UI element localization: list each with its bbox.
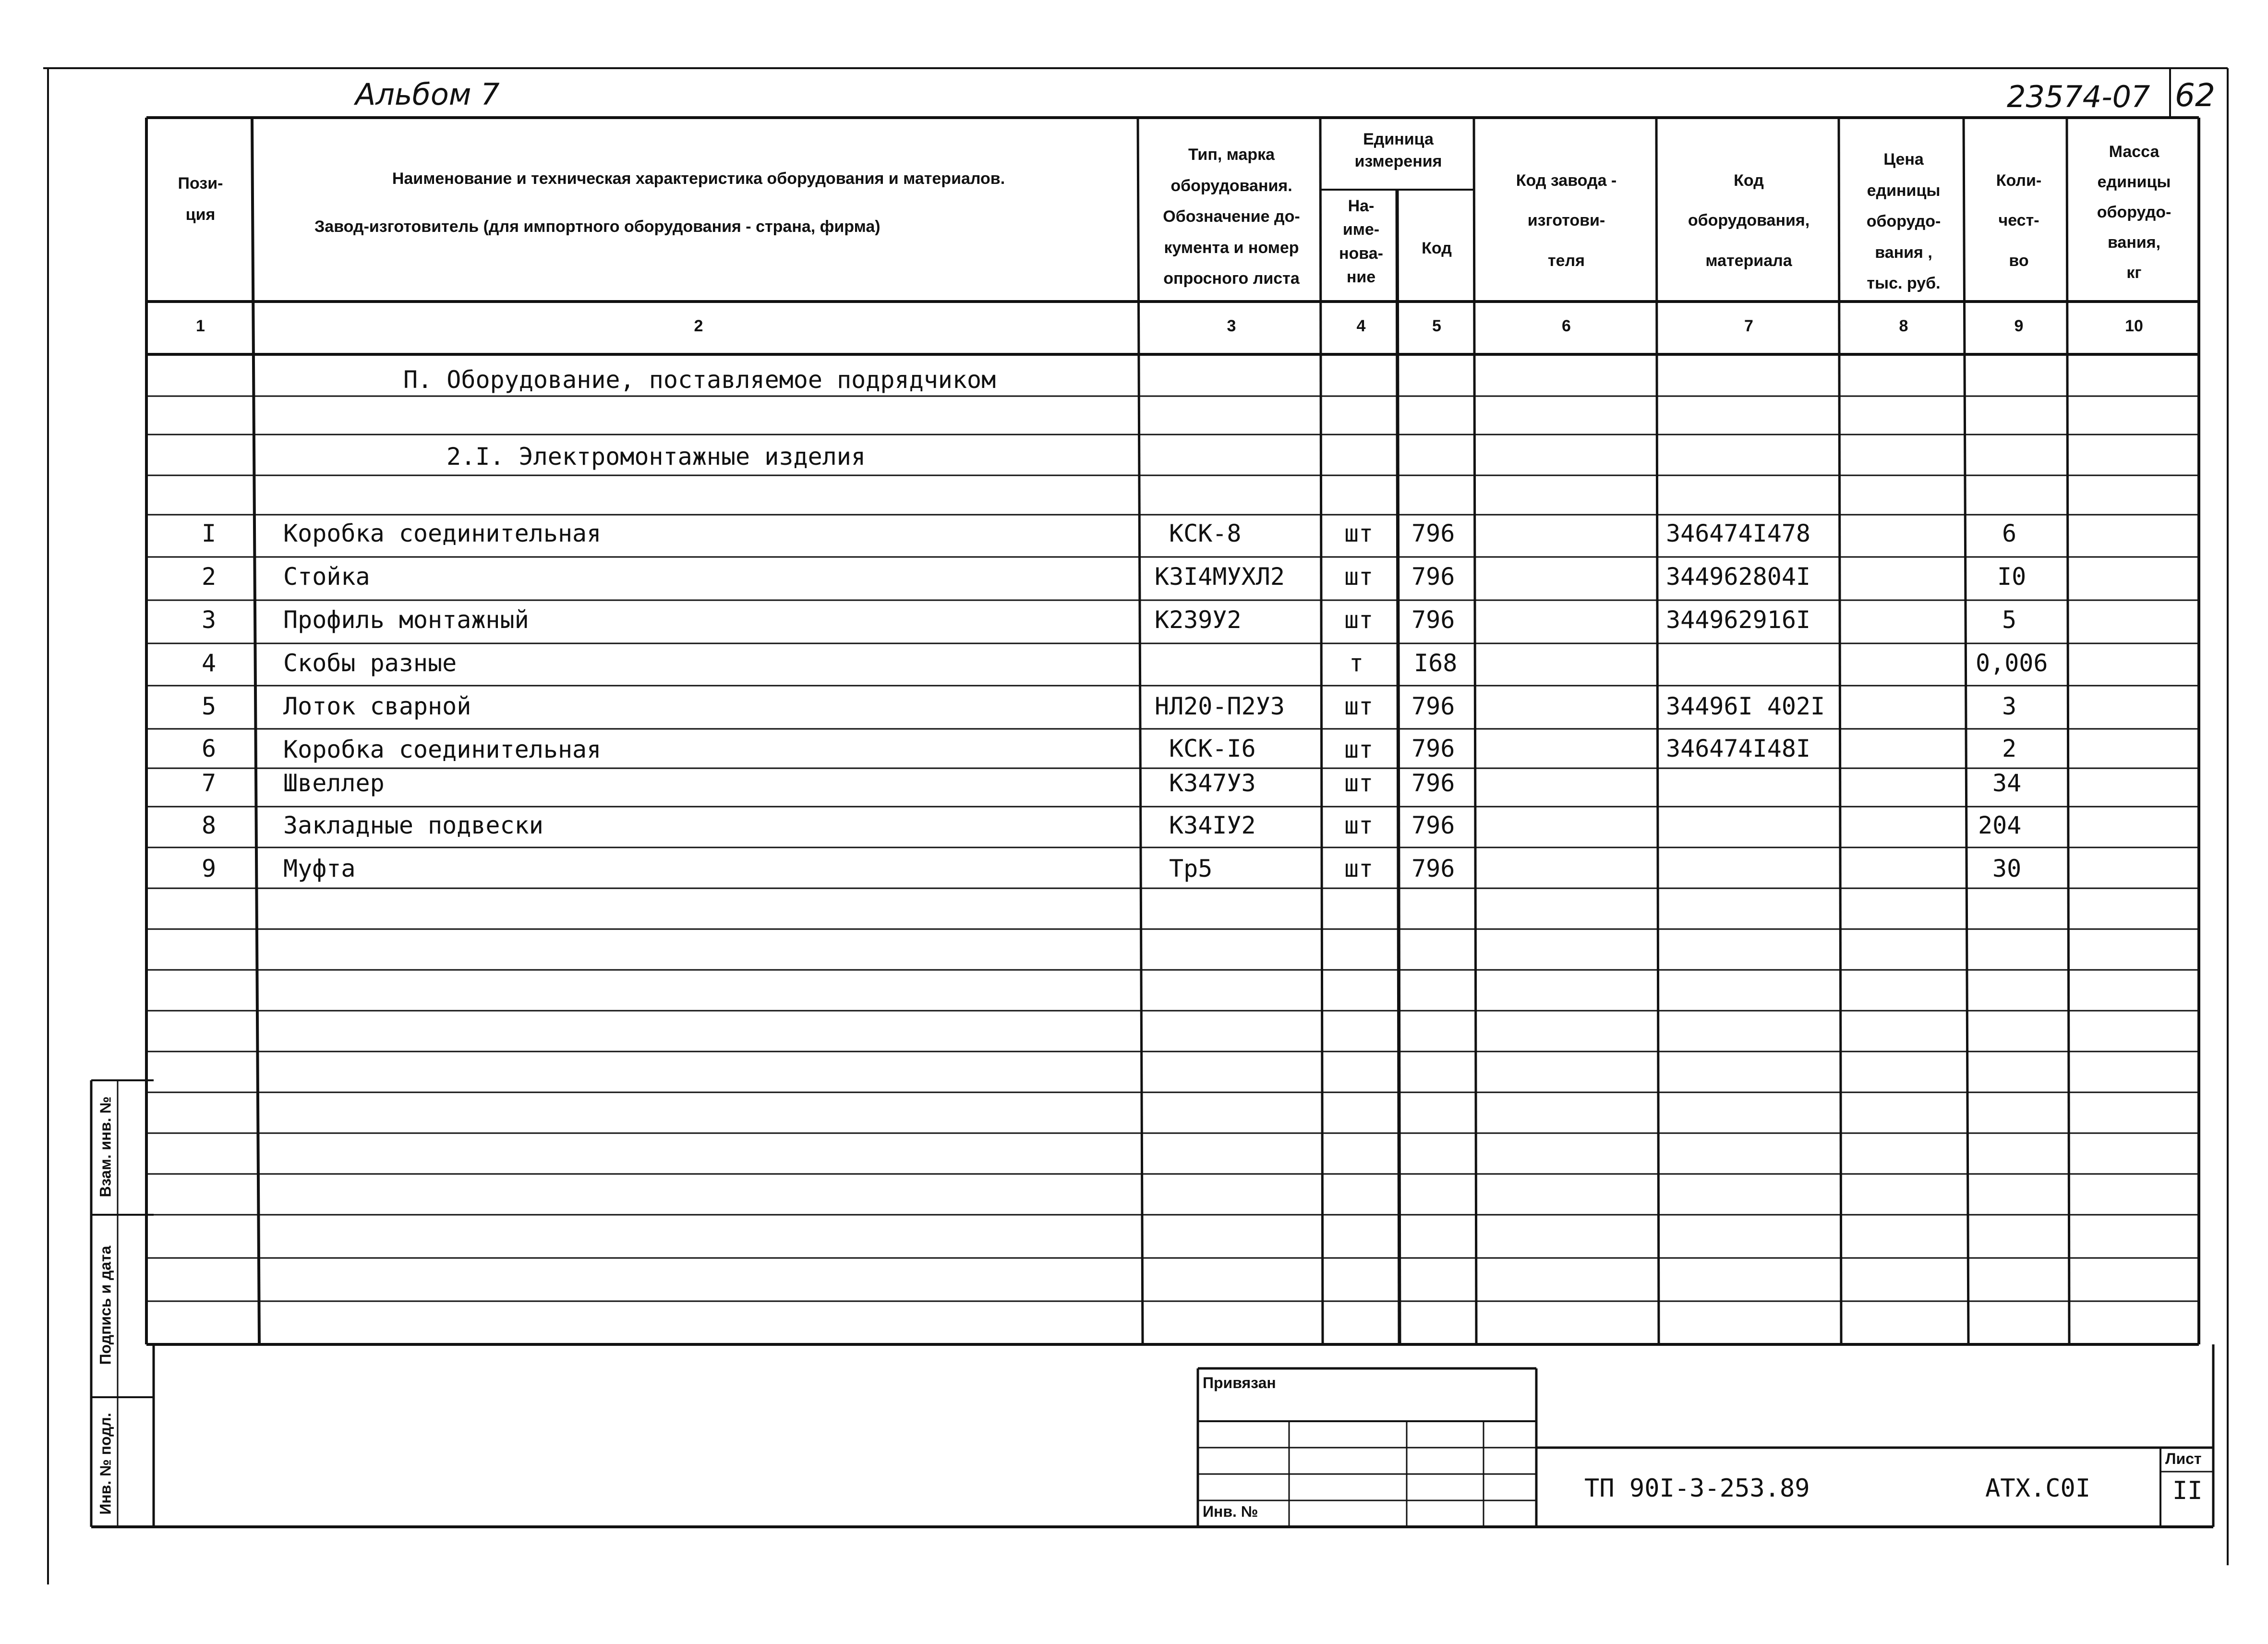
page-corner-number: 62 [2175,77,2215,114]
row-type: Тр5 [1169,855,1213,882]
header-position: Пози- ция [178,174,223,224]
section-title: П. Оборудование, поставляемое подрядчиком [403,366,996,394]
header-material-code: Код оборудования, материала [1688,171,1810,270]
row-unit-code: 796 [1411,520,1455,547]
row-unit-code: 796 [1411,692,1455,720]
row-unit: шт [1344,811,1374,839]
row-quantity: 2 [2002,735,2017,762]
document-code: АТХ.С0I [1985,1474,2091,1503]
header-mass: Масса единицы оборудо- вания, кг [2097,143,2171,282]
album-label: Альбом 7 [355,77,500,112]
sheet-number: II [2172,1476,2203,1505]
row-quantity: 5 [2002,606,2017,634]
row-name: Закладные подвески [283,811,543,839]
row-position: 6 [202,735,217,762]
row-material-code: 346474I48I [1666,735,1811,762]
col-number-1: 1 [196,317,205,335]
row-unit-code: I68 [1414,649,1458,677]
row-unit-code: 796 [1411,855,1455,882]
row-name: Лоток сварной [283,692,471,720]
row-type: КСК-8 [1169,520,1242,547]
header-unit-code: Код [1422,239,1452,257]
row-unit-code: 796 [1411,811,1455,839]
subsection-title: 2.I. Электромонтажные изделия [446,443,866,471]
row-quantity: I0 [1997,563,2027,591]
row-quantity: 3 [2002,692,2017,720]
side-label-replacement-inv: Взам. инв. № [97,1096,114,1197]
row-quantity: 6 [2002,520,2017,547]
col-number-4: 4 [1356,317,1366,335]
row-unit: шт [1344,692,1374,720]
col-number-7: 7 [1744,317,1753,335]
row-name: Профиль монтажный [283,606,529,634]
header-type: Тип, марка оборудования. Обозначение до- кумента и номер опросного листа [1163,145,1300,288]
col-number-5: 5 [1432,317,1441,335]
row-type: К34IУ2 [1169,811,1256,839]
header-unit-price: Цена единицы оборудо- вания , тыс. руб. [1866,150,1941,293]
row-position: 2 [202,563,217,591]
col-number-10: 10 [2125,317,2143,335]
row-material-code: 344962804I [1666,563,1811,591]
row-unit: шт [1344,855,1374,882]
row-material-code: 346474I478 [1666,520,1811,547]
row-name: Коробка соединительная [283,520,602,547]
col-number-6: 6 [1562,317,1571,335]
row-position: 3 [202,606,217,634]
row-unit: шт [1344,520,1374,547]
row-quantity: 204 [1978,811,2022,839]
row-type: КСК-I6 [1169,735,1256,762]
row-unit-code: 796 [1411,606,1455,634]
row-unit-code: 796 [1411,735,1455,762]
row-position: 5 [202,692,217,720]
sheet-label: Лист [2165,1450,2202,1467]
row-name: Стойка [283,563,370,591]
row-type: К239У2 [1155,606,1242,634]
col-number-3: 3 [1227,317,1236,335]
row-position: 9 [202,855,217,882]
stamp-inv-number: Инв. № [1203,1503,1258,1520]
side-label-signature-date: Подпись и дата [97,1245,114,1365]
designation: ТП 90I-3-253.89 [1584,1474,1810,1503]
row-material-code: 344962916I [1666,606,1811,634]
row-name: Швеллер [283,769,385,797]
side-label-original-inv: Инв. № подл. [97,1413,114,1515]
row-quantity: 34 [1992,769,2022,797]
row-unit-code: 796 [1411,563,1455,591]
row-type: К3I4МУХЛ2 [1155,563,1285,591]
row-unit: шт [1344,769,1374,797]
row-quantity: 0,006 [1976,649,2048,677]
header-name-line1: Наименование и техническая характеристика оборудования и материалов. [392,169,1005,188]
row-name: Коробка соединительная [283,736,602,763]
stamp-privyazan: Привязан [1203,1374,1276,1391]
row-name: Муфта [283,855,356,882]
row-type: К347У3 [1169,769,1256,797]
row-unit: т [1349,649,1364,677]
row-position: 4 [202,649,217,677]
header-quantity: Коли- чест- во [1996,171,2042,270]
header-unit-name: На- име- нова- ние [1339,197,1383,286]
row-position: 8 [202,811,217,839]
document-number: 23574-07 [2007,79,2150,114]
row-unit: шт [1344,736,1374,763]
row-unit: шт [1344,606,1374,634]
row-name: Скобы разные [283,649,457,677]
header-factory-code: Код завода - изготови- теля [1516,171,1617,270]
header-unit: Единица измерения [1354,130,1442,170]
row-material-code: 34496I 402I [1666,692,1825,720]
header-name-line2: Завод-изготовитель (для импортного оборудования - страна, фирма) [314,218,881,236]
row-quantity: 30 [1992,855,2022,882]
row-unit-code: 796 [1411,769,1455,797]
col-number-2: 2 [694,317,703,335]
row-unit: шт [1344,563,1374,591]
row-position: I [202,520,217,547]
row-position: 7 [202,769,217,797]
col-number-9: 9 [2014,317,2024,335]
col-number-8: 8 [1899,317,1908,335]
row-type: НЛ20-П2У3 [1155,692,1285,720]
